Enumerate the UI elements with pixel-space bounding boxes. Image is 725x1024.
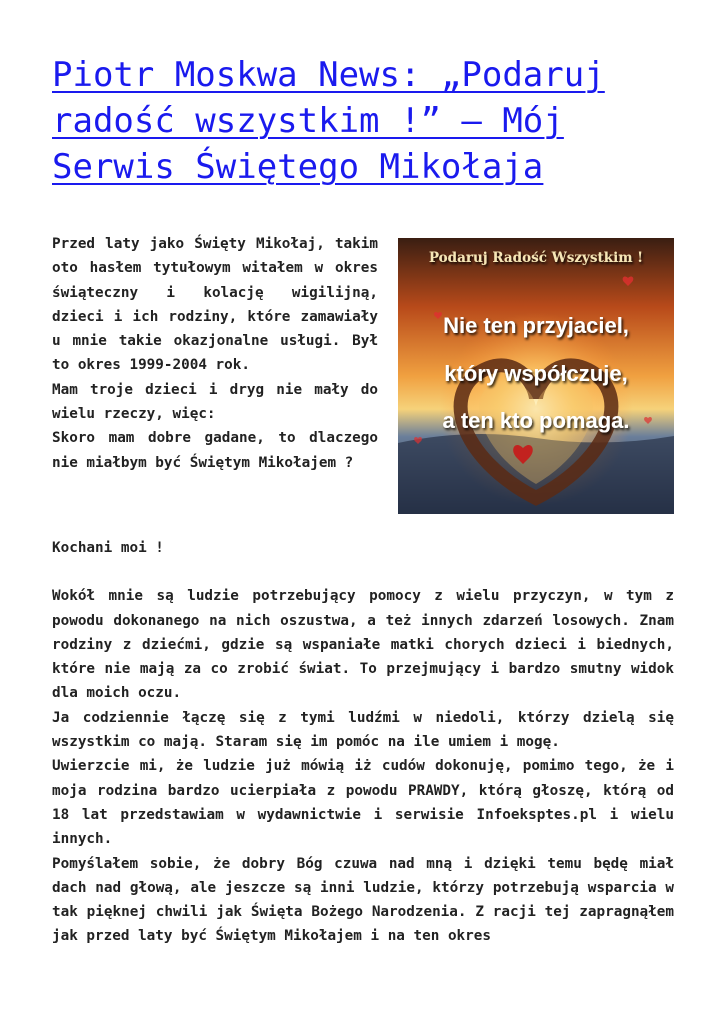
sunset-hands-heart-image [398,238,674,514]
image-top-text: Podaruj Radość Wszystkim ! [428,250,644,266]
body-paragraph: Ja codziennie łączę się z tymi ludźmi w niedoli, którzy dzielą się wszystkim co mają. Staram się im pomóc na ile umiem i mogę. [52,709,674,751]
greeting: Kochani moi ! [52,540,164,556]
article-title-link[interactable]: Piotr Moskwa News: „Podaruj radość wszystkim !” – Mój Serwis Świętego Mikołaja [52,55,605,187]
body-paragraph: Uwierzcie mi, że ludzie już mówią iż cudów dokonuję, pomimo tego, że i moja rodzina bardzo ucierpiała z powodu PRAWDY, którą głoszę, którą od 18 lat przedstawiam w wydawnictwie i serwisie Infoeksptes.pl i wielu innych. [52,758,674,848]
article-title[interactable] [52,52,674,190]
intro-paragraph: Skoro mam dobre gadane, to dlaczego nie miałbym być Świętym Mikołajem ? [52,430,378,471]
article-body [52,536,674,949]
image-line-3: a ten kto pomaga. [442,408,630,433]
intro-paragraph: Przed laty jako Święty Mikołaj, takim oto hasłem tytułowym witałem w okres świąteczny i kolację wigilijną, dzieci i ich rodziny, które zamawiały u mnie takie okazjonalne usługi. Był to okres 1999-2004 rok. [52,236,378,374]
intro-text [52,232,378,475]
body-paragraph: Wokół mnie są ludzie potrzebujący pomocy z wielu przyczyn, w tym z powodu dokonanego na nich oszustwa, a też innych zdarzeń losowych. Znam rodziny z dziećmi, gdzie są wspaniałe matki chorych dzieci i biednych, które nie mają za co zrobić świat. To przejmujący i bardzo smutny widok dla moich oczu. [52,588,674,702]
image-line-2: który współczuje, [444,361,628,386]
image-line-1: Nie ten przyjaciel, [443,313,629,338]
featured-image [398,238,674,514]
intro-paragraph: Mam troje dzieci i dryg nie mały do wielu rzeczy, więc: [52,381,378,423]
body-paragraph: Pomyślałem sobie, że dobry Bóg czuwa nad mną i dzięki temu będę miał dach nad głową, ale jeszcze są inni ludzie, którzy potrzebują wsparcia w tak pięknej chwili jak Święta Bożego Narodzenia. Z racji tej zapragnąłem jak przed laty być Świętym Mikołajem i na ten okres [52,855,674,945]
